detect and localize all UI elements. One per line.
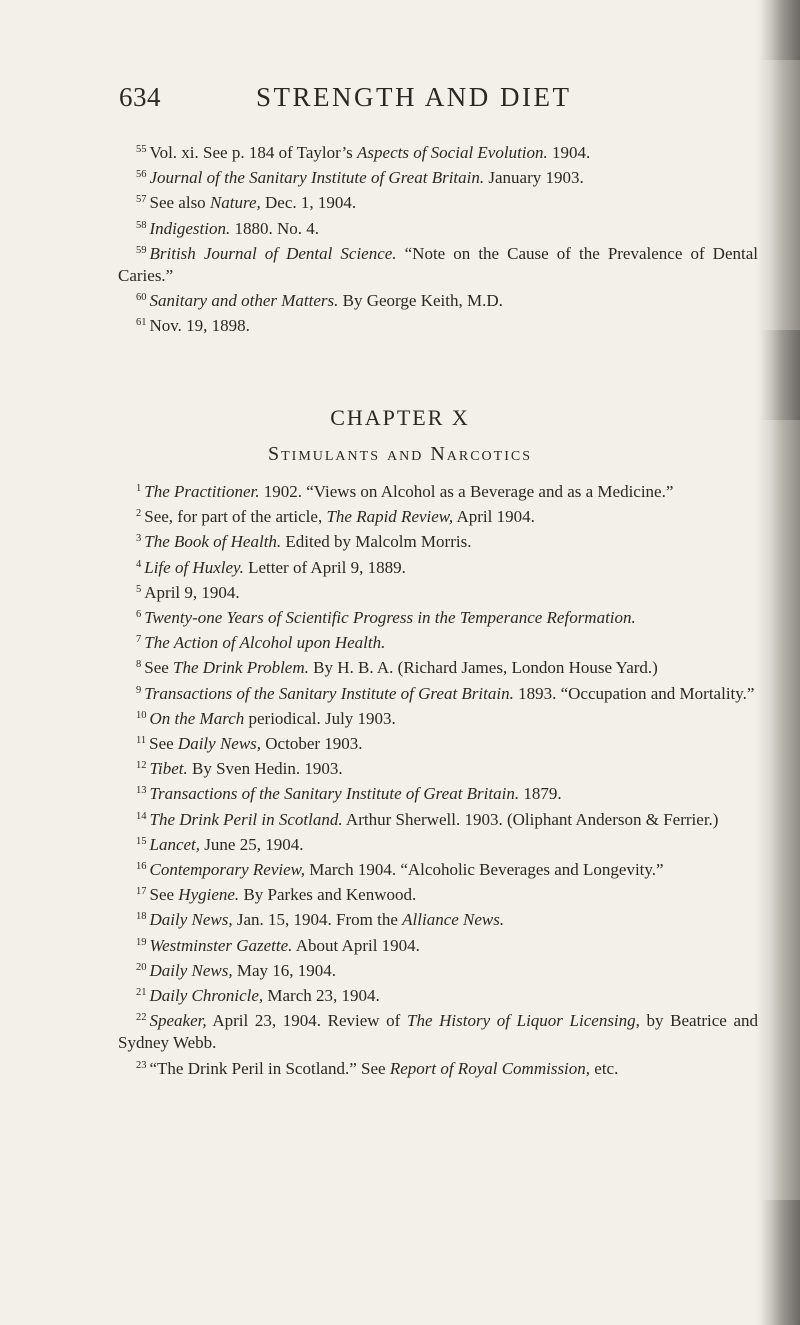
footnote-text: October 1903.	[261, 734, 363, 754]
page-edge-shadow	[756, 0, 800, 1325]
footnote-text: January 1903.	[484, 168, 584, 188]
footnote-title: Report of Royal Commission,	[389, 1058, 591, 1078]
footnote-title: Daily News,	[149, 960, 233, 980]
footnote-text: “The Drink Peril in Scotland.” See	[149, 1058, 390, 1078]
page-edge-mark	[760, 1200, 800, 1325]
footnote-text: 1880. No. 4.	[230, 218, 320, 238]
footnote-number: 17	[136, 886, 147, 898]
footnote-title: The Practitioner.	[144, 482, 260, 501]
footnote	[118, 579, 758, 604]
footnote	[118, 139, 758, 164]
footnote-text: April 1904.	[453, 507, 535, 527]
footnote-text: Vol. xi. See p. 184 of Taylor’s	[149, 143, 358, 162]
endnotes-previous-chapter	[118, 139, 758, 338]
page-number: 634	[119, 82, 161, 112]
footnote-text: By Sven Hedin. 1903.	[187, 759, 343, 779]
footnote-text: Jan. 15, 1904. From the	[232, 910, 403, 930]
footnote-number: 20	[136, 961, 147, 973]
footnote	[118, 680, 758, 705]
footnote-text: Nov. 19, 1898.	[149, 316, 250, 336]
footnote-title: The Rapid Review,	[326, 507, 454, 527]
footnote-title: The Book of Health.	[144, 532, 282, 552]
running-title: STRENGTH AND DIET	[256, 82, 572, 112]
footnote-text: By H. B. A. (Richard James, London House Yard.)	[308, 658, 658, 678]
footnote-number: 12	[136, 760, 147, 772]
footnote-text: June 25, 1904.	[200, 834, 304, 854]
footnote	[118, 629, 758, 654]
footnote	[118, 780, 758, 805]
footnote-text: Dec. 1, 1904.	[260, 193, 357, 213]
footnote-title: Alliance News.	[402, 910, 505, 930]
footnote-text: 1893. “Occupation and Mortality.”	[513, 683, 755, 703]
chapter-heading	[0, 405, 800, 466]
footnote	[118, 806, 758, 831]
footnote	[118, 755, 758, 780]
footnote-text: By George Keith, M.D.	[338, 291, 503, 311]
footnote	[118, 1055, 758, 1080]
footnote	[118, 503, 758, 528]
footnote	[118, 856, 758, 881]
footnote-number: 56	[136, 169, 147, 181]
footnote-title: British Journal of Dental Science.	[149, 243, 397, 263]
footnote-number: 10	[136, 709, 147, 721]
footnote	[118, 957, 758, 982]
footnote-title: Transactions of the Sanitary Institute of Great Britain.	[144, 683, 514, 703]
footnote-number: 55	[136, 144, 147, 155]
footnote-text: See	[149, 734, 178, 754]
footnote	[118, 932, 758, 957]
footnote-number: 14	[136, 810, 147, 822]
footnote-title: Tibet.	[149, 759, 188, 779]
footnote-number: 6	[136, 609, 142, 621]
footnote	[118, 831, 758, 856]
footnote-text: May 16, 1904.	[232, 960, 337, 980]
footnote-title: Daily Chronicle,	[149, 986, 264, 1006]
footnote-title: Twenty-one Years of Scientific Progress in the Temperance Reformation.	[144, 608, 636, 628]
footnote-text: See, for part of the article,	[144, 507, 327, 527]
footnote-number: 61	[136, 317, 147, 329]
footnote-title: Westminster Gazette.	[149, 935, 293, 955]
footnote-number: 15	[136, 835, 147, 847]
footnote-text: About April 1904.	[292, 935, 420, 955]
footnote	[118, 1007, 758, 1054]
footnote-text: periodical. July 1903.	[244, 708, 396, 728]
footnote	[118, 906, 758, 931]
footnote-text: Edited by Malcolm Morris.	[281, 532, 472, 552]
page-header	[0, 82, 800, 122]
footnote-title: Sanitary and other Matters.	[149, 291, 339, 311]
footnote-text: See	[144, 658, 174, 678]
footnote-title: Nature,	[209, 193, 261, 213]
chapter-title: CHAPTER X	[330, 405, 470, 430]
endnotes-chapter-x	[118, 478, 758, 1080]
footnote	[118, 240, 758, 287]
footnote-number: 1	[136, 483, 142, 494]
footnote	[118, 164, 758, 189]
footnote-text: See also	[149, 193, 210, 213]
footnote-number: 22	[136, 1012, 147, 1024]
footnote-number: 5	[136, 583, 142, 595]
footnote-title: Indigestion.	[149, 218, 231, 238]
footnote-number: 3	[136, 533, 142, 545]
footnote-text: 1904.	[547, 143, 591, 162]
footnote-title: The History of Liquor Licensing,	[406, 1011, 640, 1031]
footnote-text: By Parkes and Kenwood.	[239, 885, 417, 905]
footnote-number: 7	[136, 634, 142, 646]
footnote	[118, 554, 758, 579]
footnote-title: Daily News,	[177, 734, 262, 754]
footnote-text: March 23, 1904.	[263, 986, 380, 1006]
footnote-title: The Drink Peril in Scotland.	[149, 809, 343, 829]
footnote	[118, 528, 758, 553]
footnote	[118, 478, 758, 503]
footnote-title: On the March	[149, 708, 245, 728]
footnote-number: 8	[136, 659, 142, 671]
footnote	[118, 982, 758, 1007]
footnote-number: 9	[136, 684, 142, 696]
footnote-number: 2	[136, 508, 142, 520]
footnote-text: etc.	[590, 1058, 619, 1078]
footnote-number: 13	[136, 785, 147, 797]
footnote-number: 19	[136, 936, 147, 948]
chapter-subtitle: Stimulants and Narcotics	[267, 443, 532, 465]
footnote-text: 1902. “Views on Alcohol as a Beverage and as a Medicine.”	[259, 482, 674, 501]
footnote	[118, 730, 758, 755]
footnote-title: Daily News,	[149, 910, 233, 930]
footnote-text: “Note on the Cause of the Prevalence of Dental Caries.”	[118, 243, 758, 286]
footnote-text: Letter of April 9, 1889.	[243, 557, 406, 577]
footnote	[118, 287, 758, 312]
footnote-title: Lancet,	[149, 834, 201, 854]
footnote	[118, 215, 758, 240]
footnote	[118, 604, 758, 629]
footnote	[118, 312, 758, 337]
footnote	[118, 189, 758, 214]
footnote	[118, 654, 758, 679]
footnote-text: April 9, 1904.	[144, 582, 240, 602]
footnote-text: by Beatrice and Sydney Webb.	[118, 1011, 758, 1053]
footnote-text: See	[149, 885, 179, 905]
footnote-title: Transactions of the Sanitary Institute of Great Britain.	[149, 784, 520, 804]
page-edge-mark	[760, 0, 800, 60]
footnote-number: 58	[136, 219, 147, 231]
footnote-number: 59	[136, 244, 147, 256]
footnote-title: Contemporary Review,	[149, 860, 305, 880]
footnote-number: 23	[136, 1059, 147, 1071]
footnote	[118, 705, 758, 730]
footnote-text: March 1904. “Alcoholic Beverages and Longevity.”	[304, 860, 664, 880]
footnote-number: 4	[136, 558, 142, 570]
footnote-title: Life of Huxley.	[144, 557, 244, 577]
footnote-title: Speaker,	[149, 1011, 207, 1031]
footnote-number: 16	[136, 861, 147, 873]
footnote-text: Arthur Sherwell. 1903. (Oliphant Anderson & Ferrier.)	[342, 809, 719, 829]
footnote-title: The Action of Alcohol upon Health.	[144, 633, 386, 653]
footnote-title: Aspects of Social Evolution.	[357, 143, 548, 162]
footnote-title: Hygiene.	[178, 885, 240, 905]
footnote-number: 18	[136, 911, 147, 923]
footnote-title: The Drink Problem.	[173, 658, 309, 678]
footnote-text: 1879.	[519, 784, 562, 804]
footnote-title: Journal of the Sanitary Institute of Great Britain.	[149, 168, 485, 188]
footnote-text: April 23, 1904. Review of	[206, 1011, 407, 1031]
footnote-number: 57	[136, 194, 147, 206]
footnote-number: 21	[136, 987, 147, 999]
footnote-number: 60	[136, 292, 147, 304]
footnote-number: 11	[136, 735, 147, 747]
footnote	[118, 881, 758, 906]
